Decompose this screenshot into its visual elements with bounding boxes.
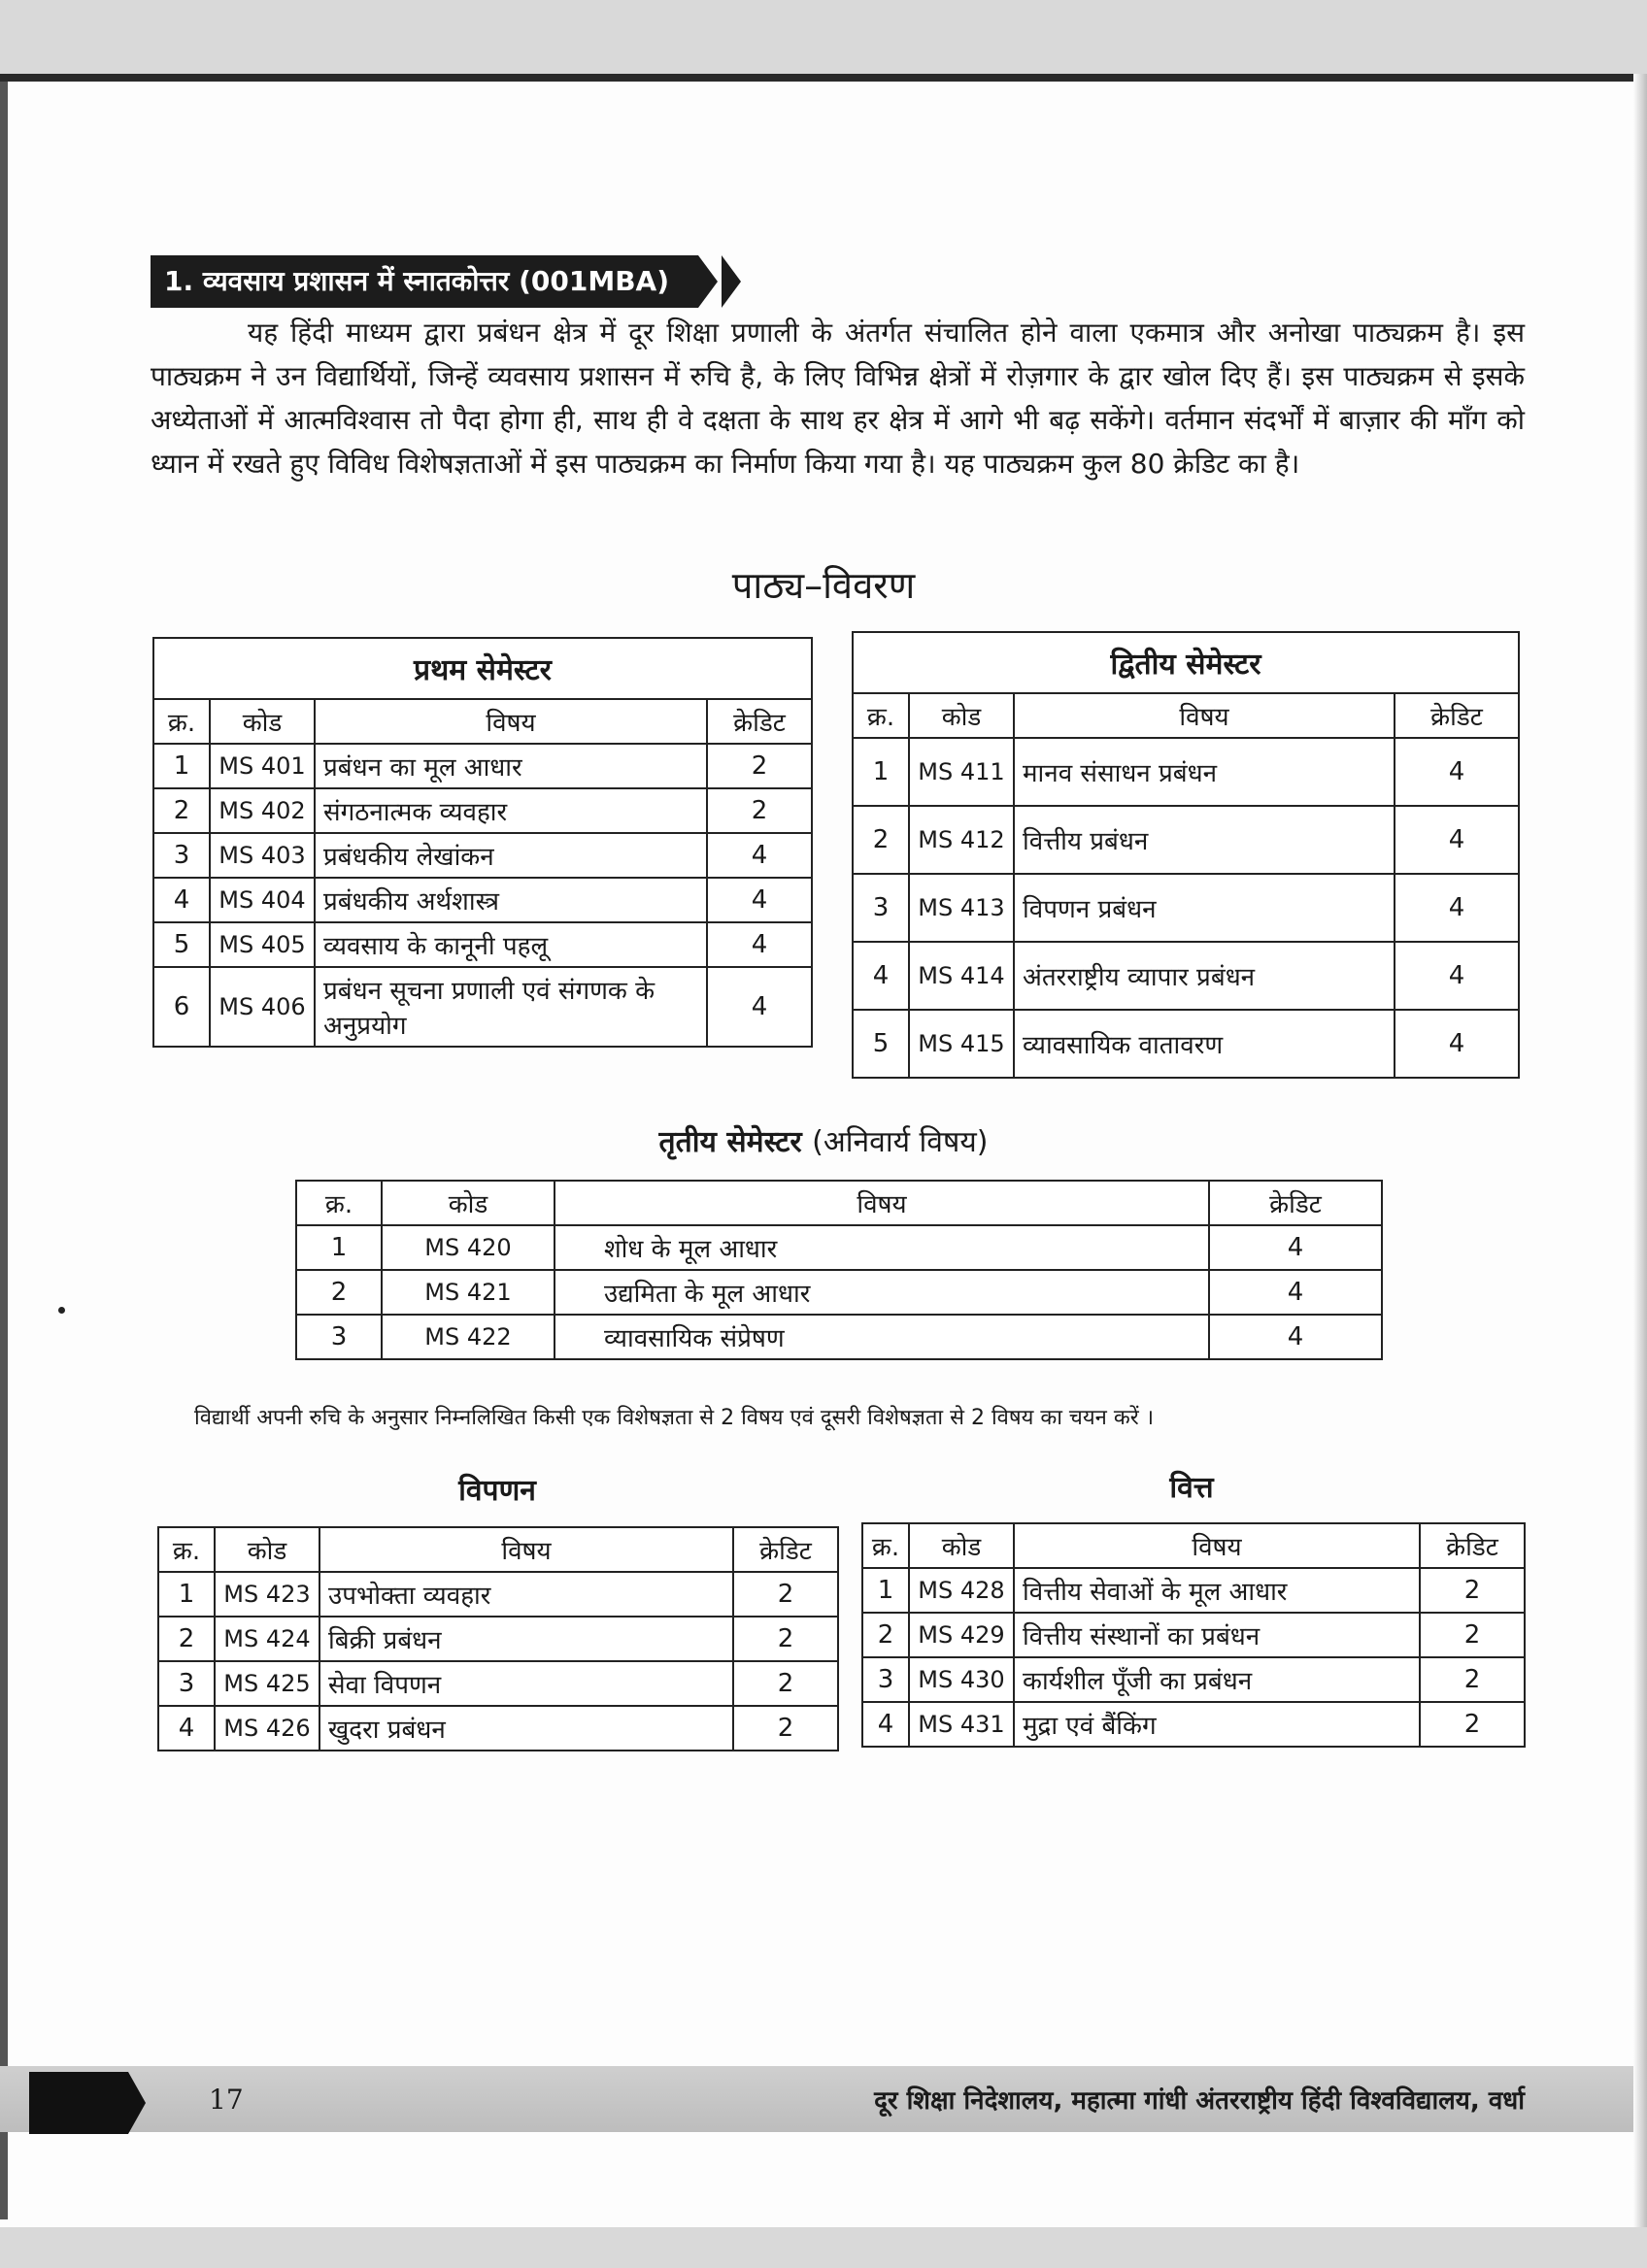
cell-credit: 2: [1420, 1702, 1525, 1747]
cell-sno: 2: [158, 1617, 215, 1661]
cell-sno: 4: [853, 942, 909, 1010]
cell-subject: शोध के मूल आधार: [555, 1225, 1209, 1270]
cell-code: MS 422: [382, 1315, 555, 1359]
cell-subject: वित्तीय प्रबंधन: [1014, 806, 1395, 874]
cell-sno: 4: [158, 1706, 215, 1751]
cell-sno: 1: [158, 1572, 215, 1617]
cell-credit: 4: [1395, 806, 1519, 874]
cell-sno: 2: [296, 1270, 382, 1315]
cell-credit: 2: [1420, 1613, 1525, 1657]
table-header-row: [158, 1527, 838, 1572]
marketing-title: विपणन: [458, 1474, 536, 1508]
cell-code: MS 431: [909, 1702, 1014, 1747]
cell-code: MS 414: [909, 942, 1014, 1010]
cell-sno: 3: [296, 1315, 382, 1359]
cell-credit: 4: [1395, 1010, 1519, 1078]
marketing-rows: [158, 1572, 838, 1751]
table-row: [158, 1617, 838, 1661]
header-sno: क्र.: [853, 693, 909, 738]
cell-subject: प्रबंधन का मूल आधार: [315, 744, 707, 788]
table-row: [296, 1225, 1382, 1270]
header-credit: क्रेडिट: [707, 699, 812, 744]
header-code: कोड: [210, 699, 315, 744]
cell-subject: व्यवसाय के कानूनी पहलू: [315, 922, 707, 967]
table-row: [853, 806, 1519, 874]
table-row: [862, 1613, 1525, 1657]
header-code: कोड: [382, 1181, 555, 1225]
page-number: 17: [209, 2084, 244, 2116]
cell-subject: अंतरराष्ट्रीय व्यापार प्रबंधन: [1014, 942, 1395, 1010]
cell-code: MS 404: [210, 878, 315, 922]
section-header-arrow: [698, 255, 718, 308]
cell-credit: 4: [1209, 1315, 1382, 1359]
cell-subject: सेवा विपणन: [319, 1661, 733, 1706]
table-header-row: [153, 699, 812, 744]
cell-subject: मानव संसाधन प्रबंधन: [1014, 738, 1395, 806]
cell-code: MS 423: [215, 1572, 319, 1617]
semester2-rows: [853, 738, 1519, 1078]
semester3-table: [295, 1180, 1383, 1360]
table-row: [296, 1315, 1382, 1359]
cell-code: MS 402: [210, 788, 315, 833]
cell-subject: संगठनात्मक व्यवहार: [315, 788, 707, 833]
cell-sno: 3: [862, 1657, 909, 1702]
cell-credit: 4: [1209, 1270, 1382, 1315]
table-row: [853, 738, 1519, 806]
cell-code: MS 420: [382, 1225, 555, 1270]
cell-code: MS 412: [909, 806, 1014, 874]
header-code: कोड: [909, 1523, 1014, 1568]
semester2-title: द्वितीय सेमेस्टर: [853, 632, 1519, 693]
header-credit: क्रेडिट: [1209, 1181, 1382, 1225]
finance-rows: [862, 1568, 1525, 1747]
cell-credit: 4: [707, 967, 812, 1047]
finance-table: [861, 1522, 1526, 1748]
cell-sno: 5: [153, 922, 210, 967]
table-row: [153, 967, 812, 1047]
table-header-row: [296, 1181, 1382, 1225]
cell-code: MS 428: [909, 1568, 1014, 1613]
syllabus-title: पाठ्य–विवरण: [731, 564, 916, 607]
cell-code: MS 429: [909, 1613, 1014, 1657]
cell-subject: व्यावसायिक वातावरण: [1014, 1010, 1395, 1078]
table-row: [862, 1702, 1525, 1747]
cell-credit: 4: [1395, 738, 1519, 806]
header-subject: विषय: [1014, 1523, 1420, 1568]
cell-sno: 1: [853, 738, 909, 806]
header-subject: विषय: [1014, 693, 1395, 738]
cell-credit: 4: [1209, 1225, 1382, 1270]
table-row: [296, 1270, 1382, 1315]
table-row: [153, 833, 812, 878]
cell-code: MS 411: [909, 738, 1014, 806]
cell-code: MS 415: [909, 1010, 1014, 1078]
footer-tab-marker: [29, 2072, 146, 2134]
cell-code: MS 413: [909, 874, 1014, 942]
table-row: [158, 1661, 838, 1706]
cell-subject: मुद्रा एवं बैंकिंग: [1014, 1702, 1420, 1747]
header-sno: क्र.: [862, 1523, 909, 1568]
table-row: [853, 1010, 1519, 1078]
cell-subject: प्रबंधकीय अर्थशास्त्र: [315, 878, 707, 922]
cell-credit: 2: [1420, 1568, 1525, 1613]
table-row: [862, 1568, 1525, 1613]
cell-credit: 2: [707, 744, 812, 788]
semester3-title: [0, 1120, 1647, 1160]
cell-credit: 2: [733, 1572, 838, 1617]
cell-sno: 1: [862, 1568, 909, 1613]
stray-dot: [58, 1307, 65, 1314]
header-subject: विषय: [555, 1181, 1209, 1225]
cell-sno: 1: [153, 744, 210, 788]
table-row: [153, 744, 812, 788]
table-row: [153, 788, 812, 833]
header-credit: क्रेडिट: [733, 1527, 838, 1572]
semester1-title: प्रथम सेमेस्टर: [153, 638, 812, 699]
cell-sno: 4: [153, 878, 210, 922]
table-row: [853, 942, 1519, 1010]
cell-code: MS 424: [215, 1617, 319, 1661]
cell-sno: 3: [153, 833, 210, 878]
cell-sno: 2: [853, 806, 909, 874]
cell-subject: उपभोक्ता व्यवहार: [319, 1572, 733, 1617]
cell-code: MS 421: [382, 1270, 555, 1315]
semester3-rows: [296, 1225, 1382, 1359]
intro-paragraph: यह हिंदी माध्यम द्वारा प्रबंधन क्षेत्र में दूर शिक्षा प्रणाली के अंतर्गत संचालित होने वाला एकमात्र और अनोखा पाठ्यक्रम है। इस पाठ्यक्रम ने उन विद्यार्थियों, जिन्हें व्यवसाय प्रशासन में रुचि है, के लिए विभिन्न क्षेत्रों में रोज़गार के द्वार खोल दिए हैं। इस पाठ्यक्रम से इसके अध्येताओं में आत्मविश्वास तो पैदा होगा ही, साथ ही वे दक्षता के साथ हर क्षेत्र में आगे भी बढ़ सकेंगे। वर्तमान संदर्भों में बाज़ार की माँग को ध्यान में रखते हुए विविध विशेषज्ञताओं में इस पाठ्यक्रम का निर्माण किया गया है। यह पाठ्यक्रम कुल 80 क्रेडिट का है।: [151, 317, 1525, 480]
section-header: [151, 255, 741, 308]
section-header-label: 1. व्यवसाय प्रशासन में स्नातकोत्तर (001MBA): [151, 255, 698, 308]
semester1-table: [152, 637, 813, 1048]
semester3-note: (अनिवार्य विषय): [812, 1125, 989, 1159]
cell-code: MS 403: [210, 833, 315, 878]
cell-subject: वित्तीय संस्थानों का प्रबंधन: [1014, 1613, 1420, 1657]
cell-credit: 2: [733, 1617, 838, 1661]
cell-subject: खुदरा प्रबंधन: [319, 1706, 733, 1751]
cell-subject: प्रबंधन सूचना प्रणाली एवं संगणक के अनुप्रयोग: [315, 967, 707, 1047]
cell-sno: 6: [153, 967, 210, 1047]
table-row: [153, 878, 812, 922]
cell-subject: बिक्री प्रबंधन: [319, 1617, 733, 1661]
cell-subject: प्रबंधकीय लेखांकन: [315, 833, 707, 878]
semester1-rows: [153, 744, 812, 1047]
cell-code: MS 406: [210, 967, 315, 1047]
cell-code: MS 426: [215, 1706, 319, 1751]
cell-code: MS 401: [210, 744, 315, 788]
instruction-text: विद्यार्थी अपनी रुचि के अनुसार निम्नलिखित किसी एक विशेषज्ञता से 2 विषय एवं दूसरी विशेषज्ञता से 2 विषय का चयन करें ।: [194, 1406, 1155, 1430]
cell-sno: 2: [153, 788, 210, 833]
cell-subject: कार्यशील पूँजी का प्रबंधन: [1014, 1657, 1420, 1702]
cell-code: MS 405: [210, 922, 315, 967]
header-sno: क्र.: [296, 1181, 382, 1225]
cell-sno: 5: [853, 1010, 909, 1078]
header-credit: क्रेडिट: [1420, 1523, 1525, 1568]
cell-subject: व्यावसायिक संप्रेषण: [555, 1315, 1209, 1359]
table-row: [853, 874, 1519, 942]
cell-credit: 4: [707, 833, 812, 878]
cell-credit: 2: [1420, 1657, 1525, 1702]
cell-sno: 4: [862, 1702, 909, 1747]
cell-credit: 4: [1395, 942, 1519, 1010]
header-sno: क्र.: [153, 699, 210, 744]
finance-title: वित्त: [1169, 1471, 1214, 1505]
semester2-table: [852, 631, 1520, 1079]
header-code: कोड: [215, 1527, 319, 1572]
cell-credit: 2: [707, 788, 812, 833]
cell-sno: 3: [158, 1661, 215, 1706]
marketing-table: [157, 1526, 839, 1751]
cell-code: MS 425: [215, 1661, 319, 1706]
cell-subject: वित्तीय सेवाओं के मूल आधार: [1014, 1568, 1420, 1613]
section-header-arrow-outline: [722, 255, 741, 308]
cell-subject: उद्यमिता के मूल आधार: [555, 1270, 1209, 1315]
cell-sno: 2: [862, 1613, 909, 1657]
header-credit: क्रेडिट: [1395, 693, 1519, 738]
header-sno: क्र.: [158, 1527, 215, 1572]
footer-institution: दूर शिक्षा निदेशालय, महात्मा गांधी अंतरराष्ट्रीय हिंदी विश्वविद्यालय, वर्धा: [874, 2086, 1525, 2116]
cell-credit: 4: [707, 922, 812, 967]
table-row: [158, 1706, 838, 1751]
table-row: [862, 1657, 1525, 1702]
cell-subject: विपणन प्रबंधन: [1014, 874, 1395, 942]
cell-credit: 4: [1395, 874, 1519, 942]
cell-sno: 1: [296, 1225, 382, 1270]
table-header-row: [853, 693, 1519, 738]
semester3-title-text: तृतीय सेमेस्टर: [658, 1125, 802, 1159]
cell-code: MS 430: [909, 1657, 1014, 1702]
cell-sno: 3: [853, 874, 909, 942]
table-row: [158, 1572, 838, 1617]
cell-credit: 4: [707, 878, 812, 922]
header-code: कोड: [909, 693, 1014, 738]
header-subject: विषय: [319, 1527, 733, 1572]
cell-credit: 2: [733, 1706, 838, 1751]
header-subject: विषय: [315, 699, 707, 744]
table-row: [153, 922, 812, 967]
cell-credit: 2: [733, 1661, 838, 1706]
table-header-row: [862, 1523, 1525, 1568]
